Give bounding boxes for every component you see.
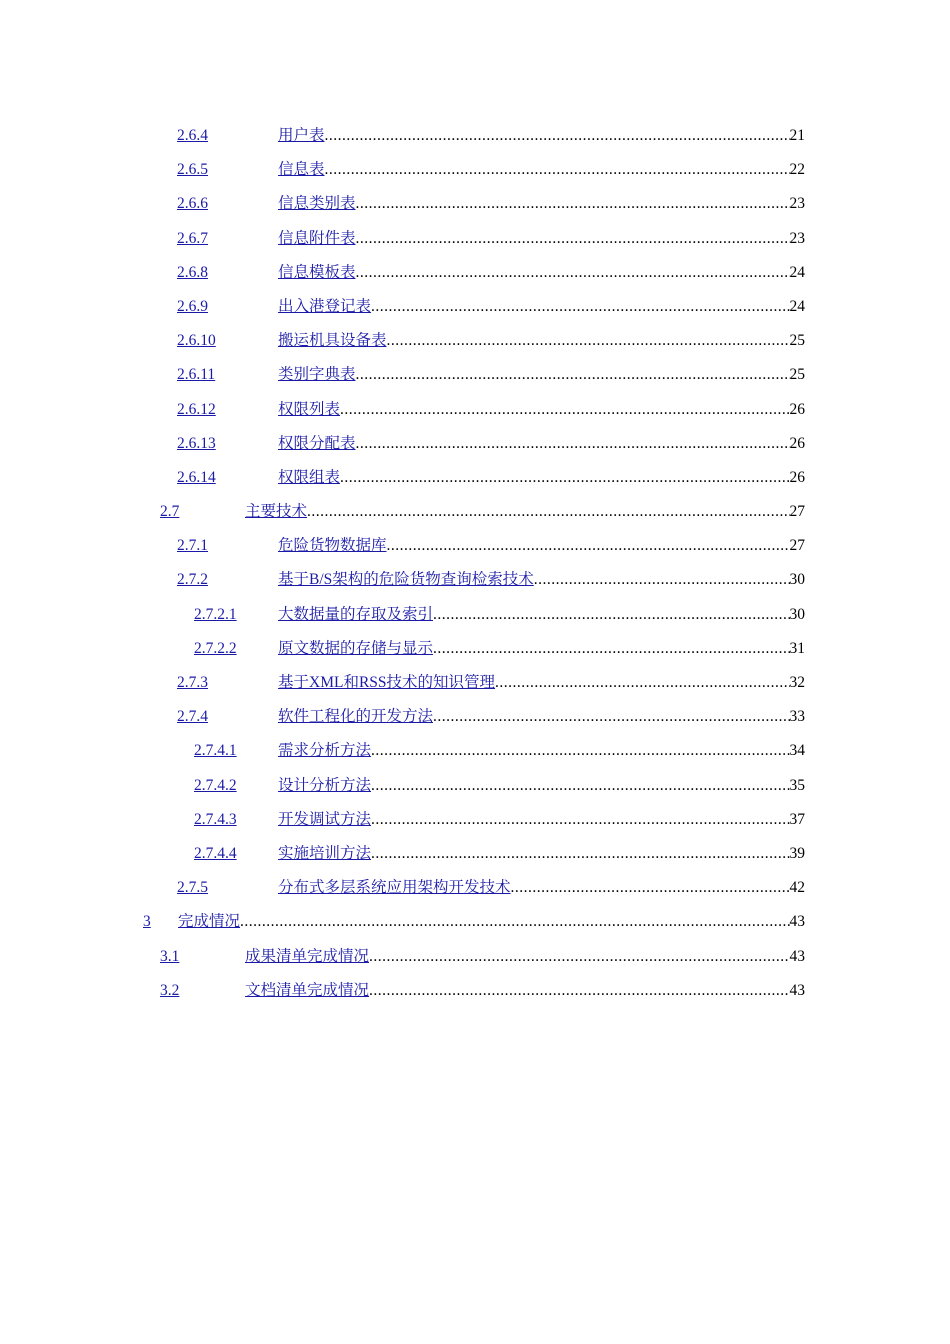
toc-entry-number[interactable]: 2.6.5 [177,161,208,179]
toc-entry[interactable] [0,222,950,256]
toc-entry-title[interactable]: 需求分析方法 [278,742,372,760]
toc-entry[interactable] [0,153,950,187]
toc-entry-number[interactable]: 2.6.14 [177,468,216,486]
toc-entry[interactable] [0,769,950,803]
toc-entry-line [278,119,805,153]
toc-entry-title[interactable]: 权限列表 [278,400,341,418]
toc-entry-title[interactable]: 文档清单完成情况 [245,981,370,999]
toc-entry-line [278,358,805,392]
toc-entry-number[interactable]: 2.6.12 [177,400,216,418]
toc-entry-title[interactable]: 设计分析方法 [278,776,372,794]
toc-entry-number[interactable]: 2.6.8 [177,263,208,281]
toc-entry-page: 27 [789,537,805,555]
toc-entry-number[interactable]: 2.7.1 [177,537,208,555]
toc-entry-page: 34 [789,742,805,760]
toc-entry-page: 43 [789,913,805,931]
toc-entry-title[interactable]: 权限组表 [278,468,341,486]
toc-entry-title[interactable]: 成果清单完成情况 [245,947,370,965]
toc-entry-title[interactable]: 信息类别表 [278,195,356,213]
toc-entry-line [278,666,805,700]
toc-entry-title[interactable]: 搬运机具设备表 [278,332,387,350]
toc-dot-leader [433,598,789,632]
toc-dot-leader [307,495,789,529]
toc-entry-page: 31 [789,639,805,657]
toc-entry-number[interactable]: 2.6.4 [177,127,208,144]
toc-dot-leader [371,803,789,837]
toc-entry-number[interactable]: 3 [143,913,151,931]
toc-dot-leader [371,734,789,768]
toc-entry-page: 26 [789,434,805,452]
toc-entry[interactable] [0,187,950,221]
toc-entry[interactable] [0,666,950,700]
toc-dot-leader [433,700,789,734]
toc-entry-title[interactable]: 用户表 [278,127,325,144]
toc-entry[interactable] [0,563,950,597]
toc-entry-line [278,871,805,905]
toc-entry-page: 22 [789,161,805,179]
toc-entry-line [278,632,805,666]
toc-entry-page: 27 [789,503,805,521]
toc-entry-title[interactable]: 基于XML和RSS技术的知识管理 [278,674,496,691]
toc-entry-page: 43 [789,947,805,965]
toc-entry-number[interactable]: 2.6.7 [177,229,208,247]
toc-entry-number[interactable]: 2.7.2.1 [194,605,237,623]
toc-entry[interactable] [0,940,950,974]
toc-dot-leader [325,119,790,153]
toc-dot-leader [534,563,790,597]
toc-entry-page: 30 [789,605,805,623]
toc-entry[interactable] [0,256,950,290]
toc-entry-line [278,153,805,187]
toc-entry-title[interactable]: 出入港登记表 [278,297,372,315]
toc-entry-line [278,529,805,563]
toc-dot-leader [240,905,789,939]
toc-entry[interactable] [0,358,950,392]
toc-entry-line [278,734,805,768]
toc-entry-number[interactable]: 2.7.2.2 [194,639,237,657]
toc-entry-line [278,803,805,837]
toc-entry-number[interactable]: 2.7.3 [177,674,208,691]
toc-entry-number[interactable]: 2.7.4 [177,708,208,726]
toc-entry[interactable] [0,393,950,427]
toc-entry[interactable] [0,427,950,461]
toc-entry-line [278,598,805,632]
toc-entry-line [278,393,805,427]
toc-dot-leader [495,666,789,700]
toc-entry-title[interactable]: 信息模板表 [278,263,356,281]
toc-dot-leader [340,461,789,495]
toc-entry-number[interactable]: 2.6.13 [177,434,216,452]
toc-entry-page: 26 [789,468,805,486]
toc-entry-number[interactable]: 2.7.4.3 [194,810,237,828]
toc-entry-number[interactable]: 2.7.2 [177,571,208,589]
toc-entry-line [278,700,805,734]
toc-entry[interactable] [0,529,950,563]
toc-entry[interactable] [0,734,950,768]
toc-entry[interactable] [0,632,950,666]
table-of-contents [0,119,950,1008]
toc-entry-line [278,769,805,803]
toc-dot-leader [356,222,790,256]
toc-entry-title[interactable]: 完成情况 [178,913,241,931]
toc-entry-number[interactable]: 2.7.4.2 [194,776,237,794]
toc-entry-title[interactable]: 原文数据的存储与显示 [278,639,434,657]
toc-entry-number[interactable]: 2.6.9 [177,297,208,315]
toc-entry-page: 21 [789,127,805,144]
toc-dot-leader [356,256,790,290]
toc-entry-number[interactable]: 3.2 [160,981,180,999]
toc-entry-page: 37 [789,810,805,828]
toc-entry[interactable] [0,495,950,529]
toc-entry[interactable] [0,803,950,837]
toc-entry-page: 30 [789,571,805,589]
toc-entry-line [278,461,805,495]
toc-entry-page: 26 [789,400,805,418]
toc-entry-number[interactable]: 2.6.6 [177,195,208,213]
toc-entry-title[interactable]: 分布式多层系统应用架构开发技术 [278,879,511,897]
toc-entry-title[interactable]: 类别字典表 [278,366,356,384]
toc-entry-line [278,187,805,221]
toc-entry-title[interactable]: 基于B/S架构的危险货物查询检索技术 [278,571,534,589]
toc-entry-page: 24 [789,297,805,315]
toc-entry-line [278,256,805,290]
toc-entry[interactable] [0,290,950,324]
toc-entry-line [245,495,805,529]
toc-entry-title[interactable]: 开发调试方法 [278,810,372,828]
toc-entry-page: 33 [789,708,805,726]
toc-entry-page: 43 [789,981,805,999]
toc-entry-line [178,905,805,939]
toc-entry[interactable] [0,871,950,905]
toc-entry[interactable] [0,598,950,632]
toc-entry-line [278,837,805,871]
toc-entry-page: 25 [789,332,805,350]
toc-entry[interactable] [0,974,950,1008]
toc-dot-leader [325,153,790,187]
toc-entry-title[interactable]: 信息表 [278,161,325,179]
toc-entry[interactable] [0,461,950,495]
toc-dot-leader [356,187,790,221]
toc-entry[interactable] [0,837,950,871]
toc-dot-leader [433,632,789,666]
toc-dot-leader [371,837,789,871]
toc-entry-line [278,427,805,461]
toc-entry[interactable] [0,119,950,153]
toc-entry-title[interactable]: 权限分配表 [278,434,356,452]
toc-dot-leader [371,290,789,324]
toc-entry-page: 39 [789,844,805,862]
toc-entry-title[interactable]: 主要技术 [245,503,308,521]
toc-entry-title[interactable]: 大数据量的存取及索引 [278,605,434,623]
toc-entry-page: 35 [789,776,805,794]
toc-entry-line [245,974,805,1008]
toc-entry[interactable] [0,700,950,734]
toc-entry-number[interactable]: 3.1 [160,947,180,965]
toc-entry-number[interactable]: 2.7 [160,503,180,521]
toc-entry-page: 23 [789,229,805,247]
toc-dot-leader [511,871,790,905]
toc-dot-leader [340,393,789,427]
toc-entry-title[interactable]: 信息附件表 [278,229,356,247]
toc-entry-number[interactable]: 2.6.10 [177,332,216,350]
toc-dot-leader [387,324,790,358]
toc-entry-title[interactable]: 危险货物数据库 [278,537,387,555]
toc-entry-line [278,563,805,597]
toc-entry-line [278,324,805,358]
toc-entry[interactable] [0,324,950,358]
toc-dot-leader [369,974,789,1008]
toc-dot-leader [356,358,790,392]
toc-entry-title[interactable]: 实施培训方法 [278,844,372,862]
toc-entry-number[interactable]: 2.7.5 [177,879,208,897]
toc-entry[interactable] [0,905,950,939]
toc-dot-leader [356,427,790,461]
toc-entry-page: 32 [789,674,805,691]
toc-entry-page: 24 [789,263,805,281]
toc-entry-page: 42 [789,879,805,897]
toc-entry-line [278,290,805,324]
toc-entry-number[interactable]: 2.6.11 [177,366,216,384]
toc-dot-leader [371,769,789,803]
toc-entry-page: 23 [789,195,805,213]
toc-entry-number[interactable]: 2.7.4.4 [194,844,237,862]
toc-entry-page: 25 [789,366,805,384]
toc-entry-line [278,222,805,256]
toc-entry-number[interactable]: 2.7.4.1 [194,742,237,760]
toc-entry-line [245,940,805,974]
toc-dot-leader [369,940,789,974]
toc-entry-title[interactable]: 软件工程化的开发方法 [278,708,434,726]
toc-dot-leader [387,529,790,563]
